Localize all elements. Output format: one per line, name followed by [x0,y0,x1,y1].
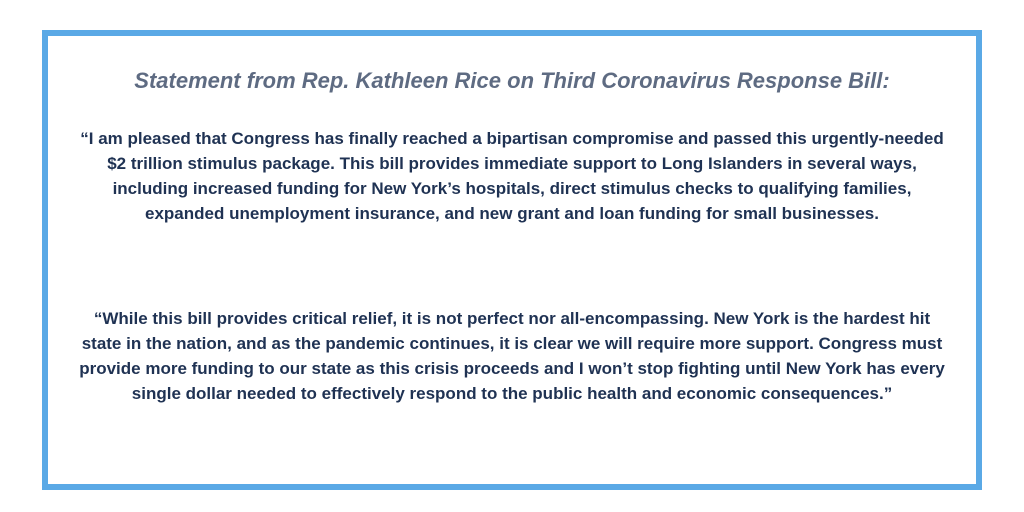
statement-title: Statement from Rep. Kathleen Rice on Third Coronavirus Response Bill: [134,68,890,93]
statement-card [42,30,982,490]
statement-paragraph-1: “I am pleased that Congress has finally reached a bipartisan compromise and passed this urgently-needed $2 trillion stimulus package. This bill provides immediate support to Long Islanders in several ways, including increased funding for New York’s hospitals, direct stimulus checks to qualifying families, expanded unemployment insurance, and new grant and loan funding for small businesses. [80,129,944,223]
statement-paragraph-2: “While this bill provides critical relief, it is not perfect nor all-encompassing. New York is the hardest hit state in the nation, and as the pandemic continues, it is clear we will require more support. Congress must provide more funding to our state as this crisis proceeds and I won’t stop fighting until New York has every single dollar needed to effectively respond to the public health and economic consequences.” [79,309,945,403]
